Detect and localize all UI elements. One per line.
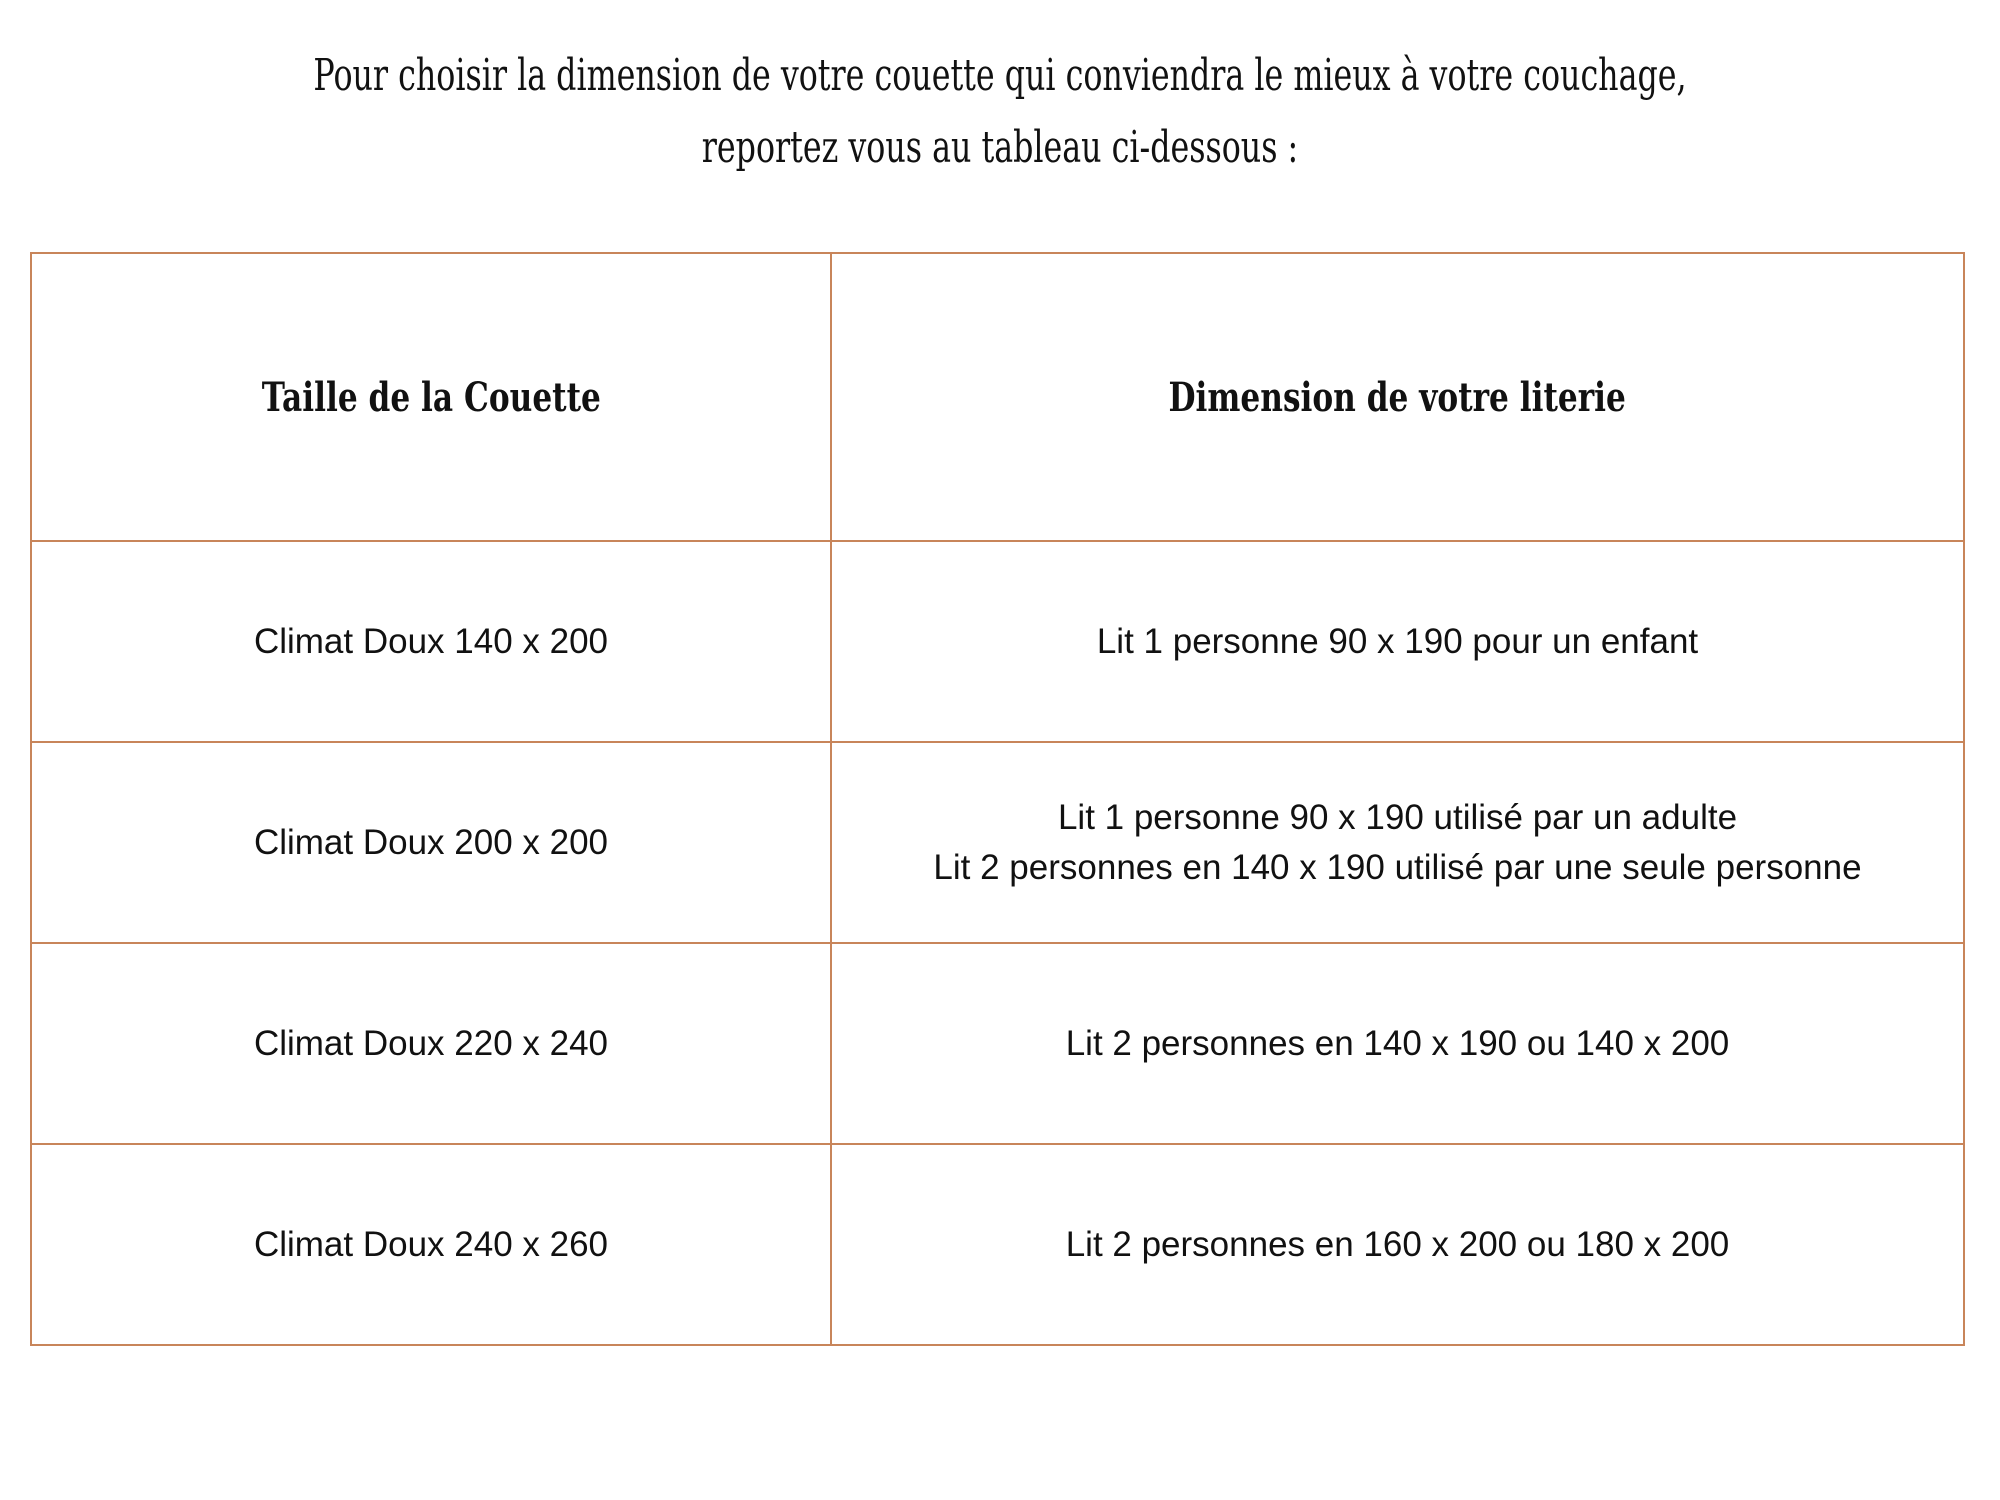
cell-bed-dimension: Lit 1 personne 90 x 190 pour un enfant: [831, 541, 1964, 742]
duvet-size-table: [30, 252, 1965, 1346]
table-header-row: [31, 253, 1964, 541]
table-row: [31, 541, 1964, 742]
header-duvet-size: Taille de la Couette: [31, 253, 831, 541]
cell-duvet-size: Climat Doux 220 x 240: [31, 943, 831, 1144]
intro-text: [280, 40, 1720, 184]
cell-duvet-size: Climat Doux 140 x 200: [31, 541, 831, 742]
table-row: [31, 742, 1964, 943]
cell-bed-dimension: Lit 1 personne 90 x 190 utilisé par un adulte Lit 2 personnes en 140 x 190 utilisé par une seule personne: [831, 742, 1964, 943]
table-row: [31, 943, 1964, 1144]
cell-duvet-size: Climat Doux 240 x 260: [31, 1144, 831, 1345]
cell-duvet-size: Climat Doux 200 x 200: [31, 742, 831, 943]
intro-line-1: Pour choisir la dimension de votre couette qui conviendra le mieux à votre couchage,: [313, 50, 1687, 101]
cell-bed-dimension: Lit 2 personnes en 160 x 200 ou 180 x 200: [831, 1144, 1964, 1345]
table-row: [31, 1144, 1964, 1345]
cell-bed-dimension: Lit 2 personnes en 140 x 190 ou 140 x 200: [831, 943, 1964, 1144]
header-bed-dimension: Dimension de votre literie: [831, 253, 1964, 541]
intro-line-2: reportez vous au tableau ci-dessous :: [701, 122, 1299, 173]
